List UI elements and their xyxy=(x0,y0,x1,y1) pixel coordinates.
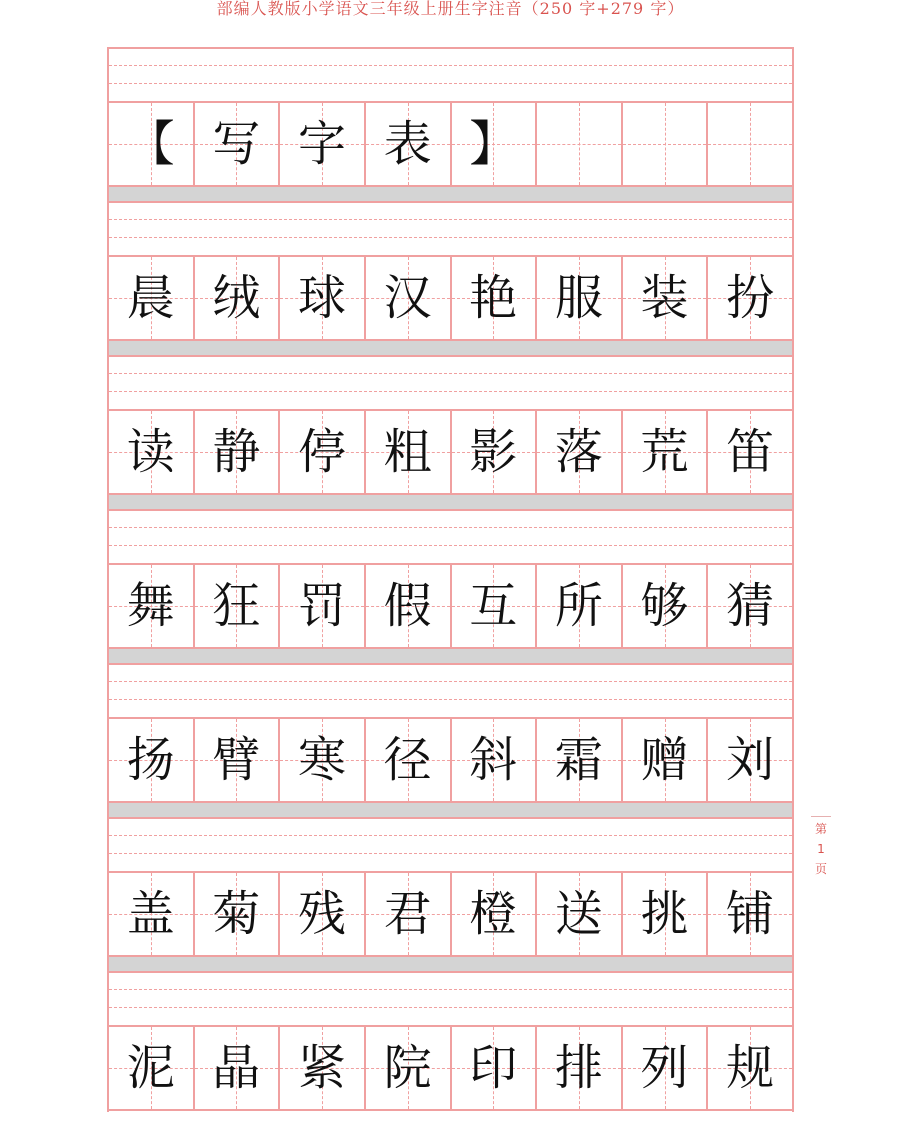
cell-horizontal-guide xyxy=(537,144,621,145)
character-cell xyxy=(623,719,709,801)
pinyin-guide-band xyxy=(109,201,792,255)
character-glyph: 停 xyxy=(298,424,347,480)
pinyin-guide-band xyxy=(109,817,792,871)
character-cell xyxy=(623,1027,709,1109)
character-cell xyxy=(452,873,538,955)
character-glyph: 列 xyxy=(640,1040,689,1096)
character-glyph: 笛 xyxy=(726,424,775,480)
pinyin-guide-line xyxy=(109,373,792,374)
pinyin-guide-line xyxy=(109,527,792,528)
character-cell xyxy=(708,719,792,801)
pinyin-guide-line xyxy=(109,65,792,66)
character-glyph: 霜 xyxy=(554,732,603,788)
character-cell xyxy=(366,873,452,955)
character-cell xyxy=(280,1027,366,1109)
character-glyph: 狂 xyxy=(212,578,261,634)
page-marker xyxy=(808,816,834,879)
pinyin-guide-line xyxy=(109,835,792,836)
character-glyph: 所 xyxy=(554,578,603,634)
cell-horizontal-guide xyxy=(708,144,792,145)
character-cell xyxy=(280,257,366,339)
character-cell xyxy=(623,411,709,493)
character-glyph: 读 xyxy=(126,424,175,480)
character-glyph: 挑 xyxy=(640,886,689,942)
character-glyph: 残 xyxy=(298,886,347,942)
character-glyph: 送 xyxy=(554,886,603,942)
character-cell xyxy=(452,103,538,185)
character-row xyxy=(109,255,792,341)
character-cell xyxy=(537,1027,623,1109)
character-cell xyxy=(537,103,623,185)
character-glyph: 盖 xyxy=(126,886,175,942)
character-cell xyxy=(280,873,366,955)
page-marker-prefix: 第 xyxy=(814,822,827,836)
character-glyph: 汉 xyxy=(383,270,432,326)
pinyin-guide-line xyxy=(109,681,792,682)
pinyin-guide-band xyxy=(109,663,792,717)
character-glyph: 落 xyxy=(554,424,603,480)
character-cell xyxy=(109,719,195,801)
character-glyph: 刘 xyxy=(726,732,775,788)
character-row xyxy=(109,563,792,649)
character-cell xyxy=(452,719,538,801)
character-cell xyxy=(537,257,623,339)
character-glyph: 艳 xyxy=(469,270,518,326)
character-glyph: 印 xyxy=(469,1040,518,1096)
character-cell xyxy=(708,873,792,955)
character-glyph: 泥 xyxy=(126,1040,175,1096)
character-glyph: 影 xyxy=(469,424,518,480)
character-glyph: 表 xyxy=(383,116,432,172)
pinyin-guide-line xyxy=(109,545,792,546)
character-row xyxy=(109,1025,792,1111)
character-cell xyxy=(280,565,366,647)
pinyin-guide-line xyxy=(109,989,792,990)
pinyin-guide-line xyxy=(109,237,792,238)
character-glyph: 橙 xyxy=(469,886,518,942)
character-glyph: 静 xyxy=(212,424,261,480)
pinyin-guide-band xyxy=(109,971,792,1025)
character-glyph: 院 xyxy=(383,1040,432,1096)
page-marker-suffix: 页 xyxy=(814,862,827,876)
cell-horizontal-guide xyxy=(623,144,707,145)
character-cell xyxy=(366,1027,452,1109)
pinyin-guide-line xyxy=(109,853,792,854)
character-cell xyxy=(537,411,623,493)
character-cell xyxy=(623,565,709,647)
character-cell xyxy=(195,565,281,647)
character-cell xyxy=(623,257,709,339)
character-cell xyxy=(366,565,452,647)
character-cell xyxy=(366,411,452,493)
pinyin-guide-band xyxy=(109,509,792,563)
character-cell xyxy=(537,873,623,955)
character-glyph: 规 xyxy=(726,1040,775,1096)
character-cell xyxy=(537,719,623,801)
character-glyph: 君 xyxy=(383,886,432,942)
character-cell xyxy=(366,103,452,185)
character-cell xyxy=(195,103,281,185)
character-glyph: 斜 xyxy=(469,732,518,788)
pinyin-guide-band xyxy=(109,355,792,409)
character-cell xyxy=(452,411,538,493)
character-cell xyxy=(195,411,281,493)
character-glyph: 够 xyxy=(640,578,689,634)
character-cell xyxy=(708,565,792,647)
character-glyph: 球 xyxy=(298,270,347,326)
character-glyph: 晶 xyxy=(212,1040,261,1096)
pinyin-guide-line xyxy=(109,699,792,700)
character-glyph: 字 xyxy=(298,116,347,172)
pinyin-guide-band xyxy=(109,47,792,101)
character-glyph: 猜 xyxy=(726,578,775,634)
character-cell xyxy=(366,257,452,339)
character-row xyxy=(109,409,792,495)
character-glyph: 径 xyxy=(383,732,432,788)
character-glyph: 互 xyxy=(469,578,518,634)
character-cell xyxy=(195,719,281,801)
character-cell xyxy=(623,873,709,955)
pinyin-guide-line xyxy=(109,83,792,84)
document-title: 部编人教版小学语文三年级上册生字注音（250 字+279 字） xyxy=(216,0,685,18)
character-glyph: 装 xyxy=(640,270,689,326)
character-glyph: 扬 xyxy=(126,732,175,788)
character-glyph: 粗 xyxy=(383,424,432,480)
page-number: 1 xyxy=(817,842,825,856)
character-row xyxy=(109,871,792,957)
character-glyph: 舞 xyxy=(126,578,175,634)
character-cell xyxy=(109,411,195,493)
character-glyph: 铺 xyxy=(726,886,775,942)
character-glyph: 寒 xyxy=(298,732,347,788)
character-cell xyxy=(452,565,538,647)
character-glyph: 服 xyxy=(554,270,603,326)
character-glyph: 臂 xyxy=(212,732,261,788)
pinyin-guide-line xyxy=(109,391,792,392)
character-cell xyxy=(452,257,538,339)
character-glyph: 晨 xyxy=(126,270,175,326)
character-glyph: 荒 xyxy=(640,424,689,480)
character-glyph: 】 xyxy=(469,116,518,172)
character-glyph: 【 xyxy=(126,116,175,172)
character-cell xyxy=(708,257,792,339)
character-cell xyxy=(109,103,195,185)
character-glyph: 菊 xyxy=(212,886,261,942)
character-cell xyxy=(280,103,366,185)
character-cell xyxy=(280,719,366,801)
character-cell xyxy=(280,411,366,493)
character-glyph: 假 xyxy=(383,578,432,634)
character-cell xyxy=(708,1027,792,1109)
character-cell xyxy=(366,719,452,801)
character-cell xyxy=(109,565,195,647)
character-cell xyxy=(109,257,195,339)
character-cell xyxy=(109,873,195,955)
character-cell xyxy=(195,1027,281,1109)
character-cell xyxy=(109,1027,195,1109)
character-cell xyxy=(708,103,792,185)
character-cell xyxy=(195,257,281,339)
pinyin-guide-line xyxy=(109,219,792,220)
character-glyph: 罚 xyxy=(298,578,347,634)
character-cell xyxy=(452,1027,538,1109)
pinyin-guide-line xyxy=(109,1007,792,1008)
character-cell xyxy=(195,873,281,955)
character-glyph: 绒 xyxy=(212,270,261,326)
character-row xyxy=(109,717,792,803)
character-glyph: 紧 xyxy=(298,1040,347,1096)
character-row xyxy=(109,101,792,187)
character-glyph: 赠 xyxy=(640,732,689,788)
writing-grid-sheet xyxy=(107,47,794,1112)
character-cell xyxy=(537,565,623,647)
character-cell xyxy=(708,411,792,493)
character-glyph: 写 xyxy=(212,116,261,172)
character-cell xyxy=(623,103,709,185)
character-glyph: 排 xyxy=(554,1040,603,1096)
character-glyph: 扮 xyxy=(726,270,775,326)
